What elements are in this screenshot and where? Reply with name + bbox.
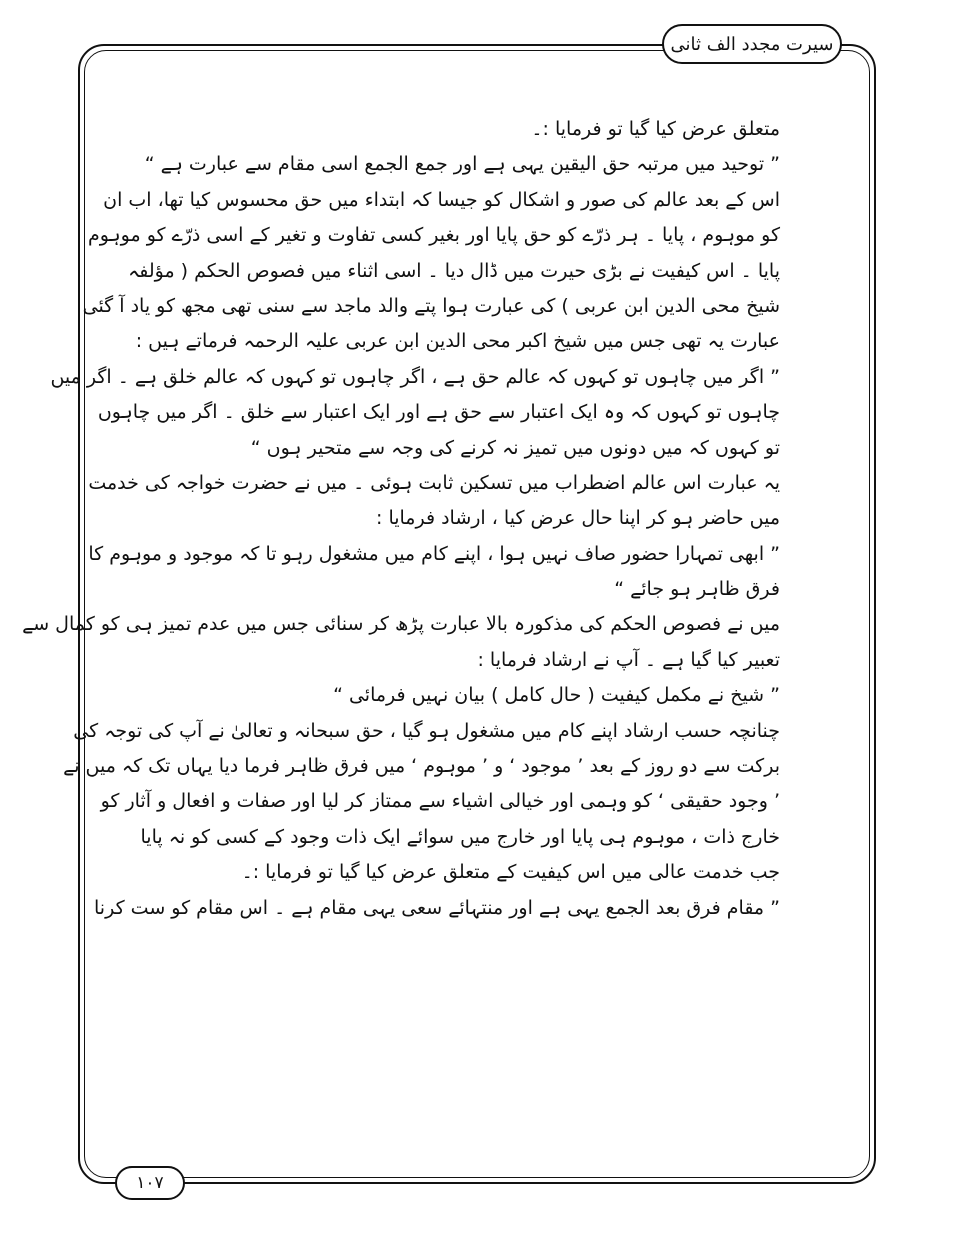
text-line: متعلق عرض کیا گیا تو فرمایا :۔ <box>531 118 780 140</box>
text-line: چنانچہ حسب ارشاد اپنے کام میں مشغول ہو گیا ، حق سبحانہ و تعالیٰ نے آپ کی توجہ کی <box>73 719 780 742</box>
text-line: یہ عبارت اس عالم اضطراب میں تسکین ثابت ہوئی ۔ میں نے حضرت خواجہ کی خدمت <box>88 471 780 494</box>
text-line: خارج ذات ، موہوم ہی پایا اور خارج میں سوائے ایک ذات وجود کے کسی کو نہ پایا <box>140 825 780 848</box>
body-text <box>22 112 780 926</box>
text-line: ” شیخ نے مکمل کیفیت ( حال کامل ) بیان نہیں فرمائی “ <box>333 684 780 707</box>
text-line: ’ وجود حقیقی ‘ کو وہمی اور خیالی اشیاء سے ممتاز کر لیا اور صفات و افعال و آثار کو <box>100 790 780 813</box>
page-number: ۱۰۷ <box>136 1173 164 1193</box>
text-line: تعبیر کیا گیا ہے ۔ آپ نے ارشاد فرمایا : <box>477 648 780 671</box>
text-line: ” اگر میں چاہوں تو کہوں کہ عالم حق ہے ، اگر چاہوں تو کہوں کہ عالم خلق ہے ۔ اگر میں <box>50 365 780 388</box>
text-line: چاہوں تو کہوں کہ وہ ایک اعتبار سے حق ہے اور ایک اعتبار سے خلق ۔ اگر میں چاہوں <box>97 401 780 424</box>
text-line: فرق ظاہر ہو جائے “ <box>614 578 780 601</box>
text-line: کو موہوم ، پایا ۔ ہر ذرّے کو حق پایا اور بغیر کسی تفاوت و تغیر کے اسی ذرّے کو موہوم <box>87 224 780 247</box>
text-line: برکت سے دو روز کے بعد ’ موجود ‘ و ’ موہوم ‘ میں فرق ظاہر فرما دیا یہاں تک کہ میں نے <box>63 755 780 778</box>
text-line: میں حاضر ہو کر اپنا حال عرض کیا ، ارشاد فرمایا : <box>376 507 780 530</box>
text-line: شیخ محی الدین ابن عربی ) کی عبارت ہوا پتے والد ماجد سے سنی تھی مجھ کو یاد آ گئی <box>82 294 780 317</box>
page-number-tab <box>115 1166 185 1200</box>
running-header <box>662 24 842 64</box>
text-line: عبارت یہ تھی جس میں شیخ اکبر محی الدین ابن عربی علیہ الرحمہ فرماتے ہیں : <box>135 330 780 353</box>
text-line: ” توحید میں مرتبہ حق الیقین یہی ہے اور جمع الجمع اسی مقام سے عبارت ہے “ <box>144 153 780 176</box>
text-line: تو کہوں کہ میں دونوں میں تمیز نہ کرنے کی وجہ سے متحیر ہوں “ <box>250 436 780 459</box>
text-line: پایا ۔ اس کیفیت نے بڑی حیرت میں ڈال دیا ۔ اسی اثناء میں فصوص الحکم ( مؤلفہ <box>128 259 780 282</box>
text-line: جب خدمت عالی میں اس کیفیت کے متعلق عرض کیا گیا تو فرمایا :۔ <box>241 861 780 884</box>
text-line: میں نے فصوص الحکم کی مذکورہ بالا عبارت پڑھ کر سنائی جس میں عدم تمیز ہی کو کمال سے <box>22 613 780 636</box>
text-line: ” مقام فرق بعد الجمع یہی ہے اور منتہائے سعی یہی مقام ہے ۔ اس مقام کو ست کرنا <box>94 896 780 919</box>
book-title: سیرت مجدد الف ثانی <box>670 33 834 55</box>
text-line: اس کے بعد عالم کی صور و اشکال کو جیسا کہ ابتداء میں حق محسوس کیا تھا، اب ان <box>103 188 780 211</box>
text-line: ” ابھی تمہارا حضور صاف نہیں ہوا ، اپنے کام میں مشغول رہو تا کہ موجود و موہوم کا <box>88 542 780 565</box>
